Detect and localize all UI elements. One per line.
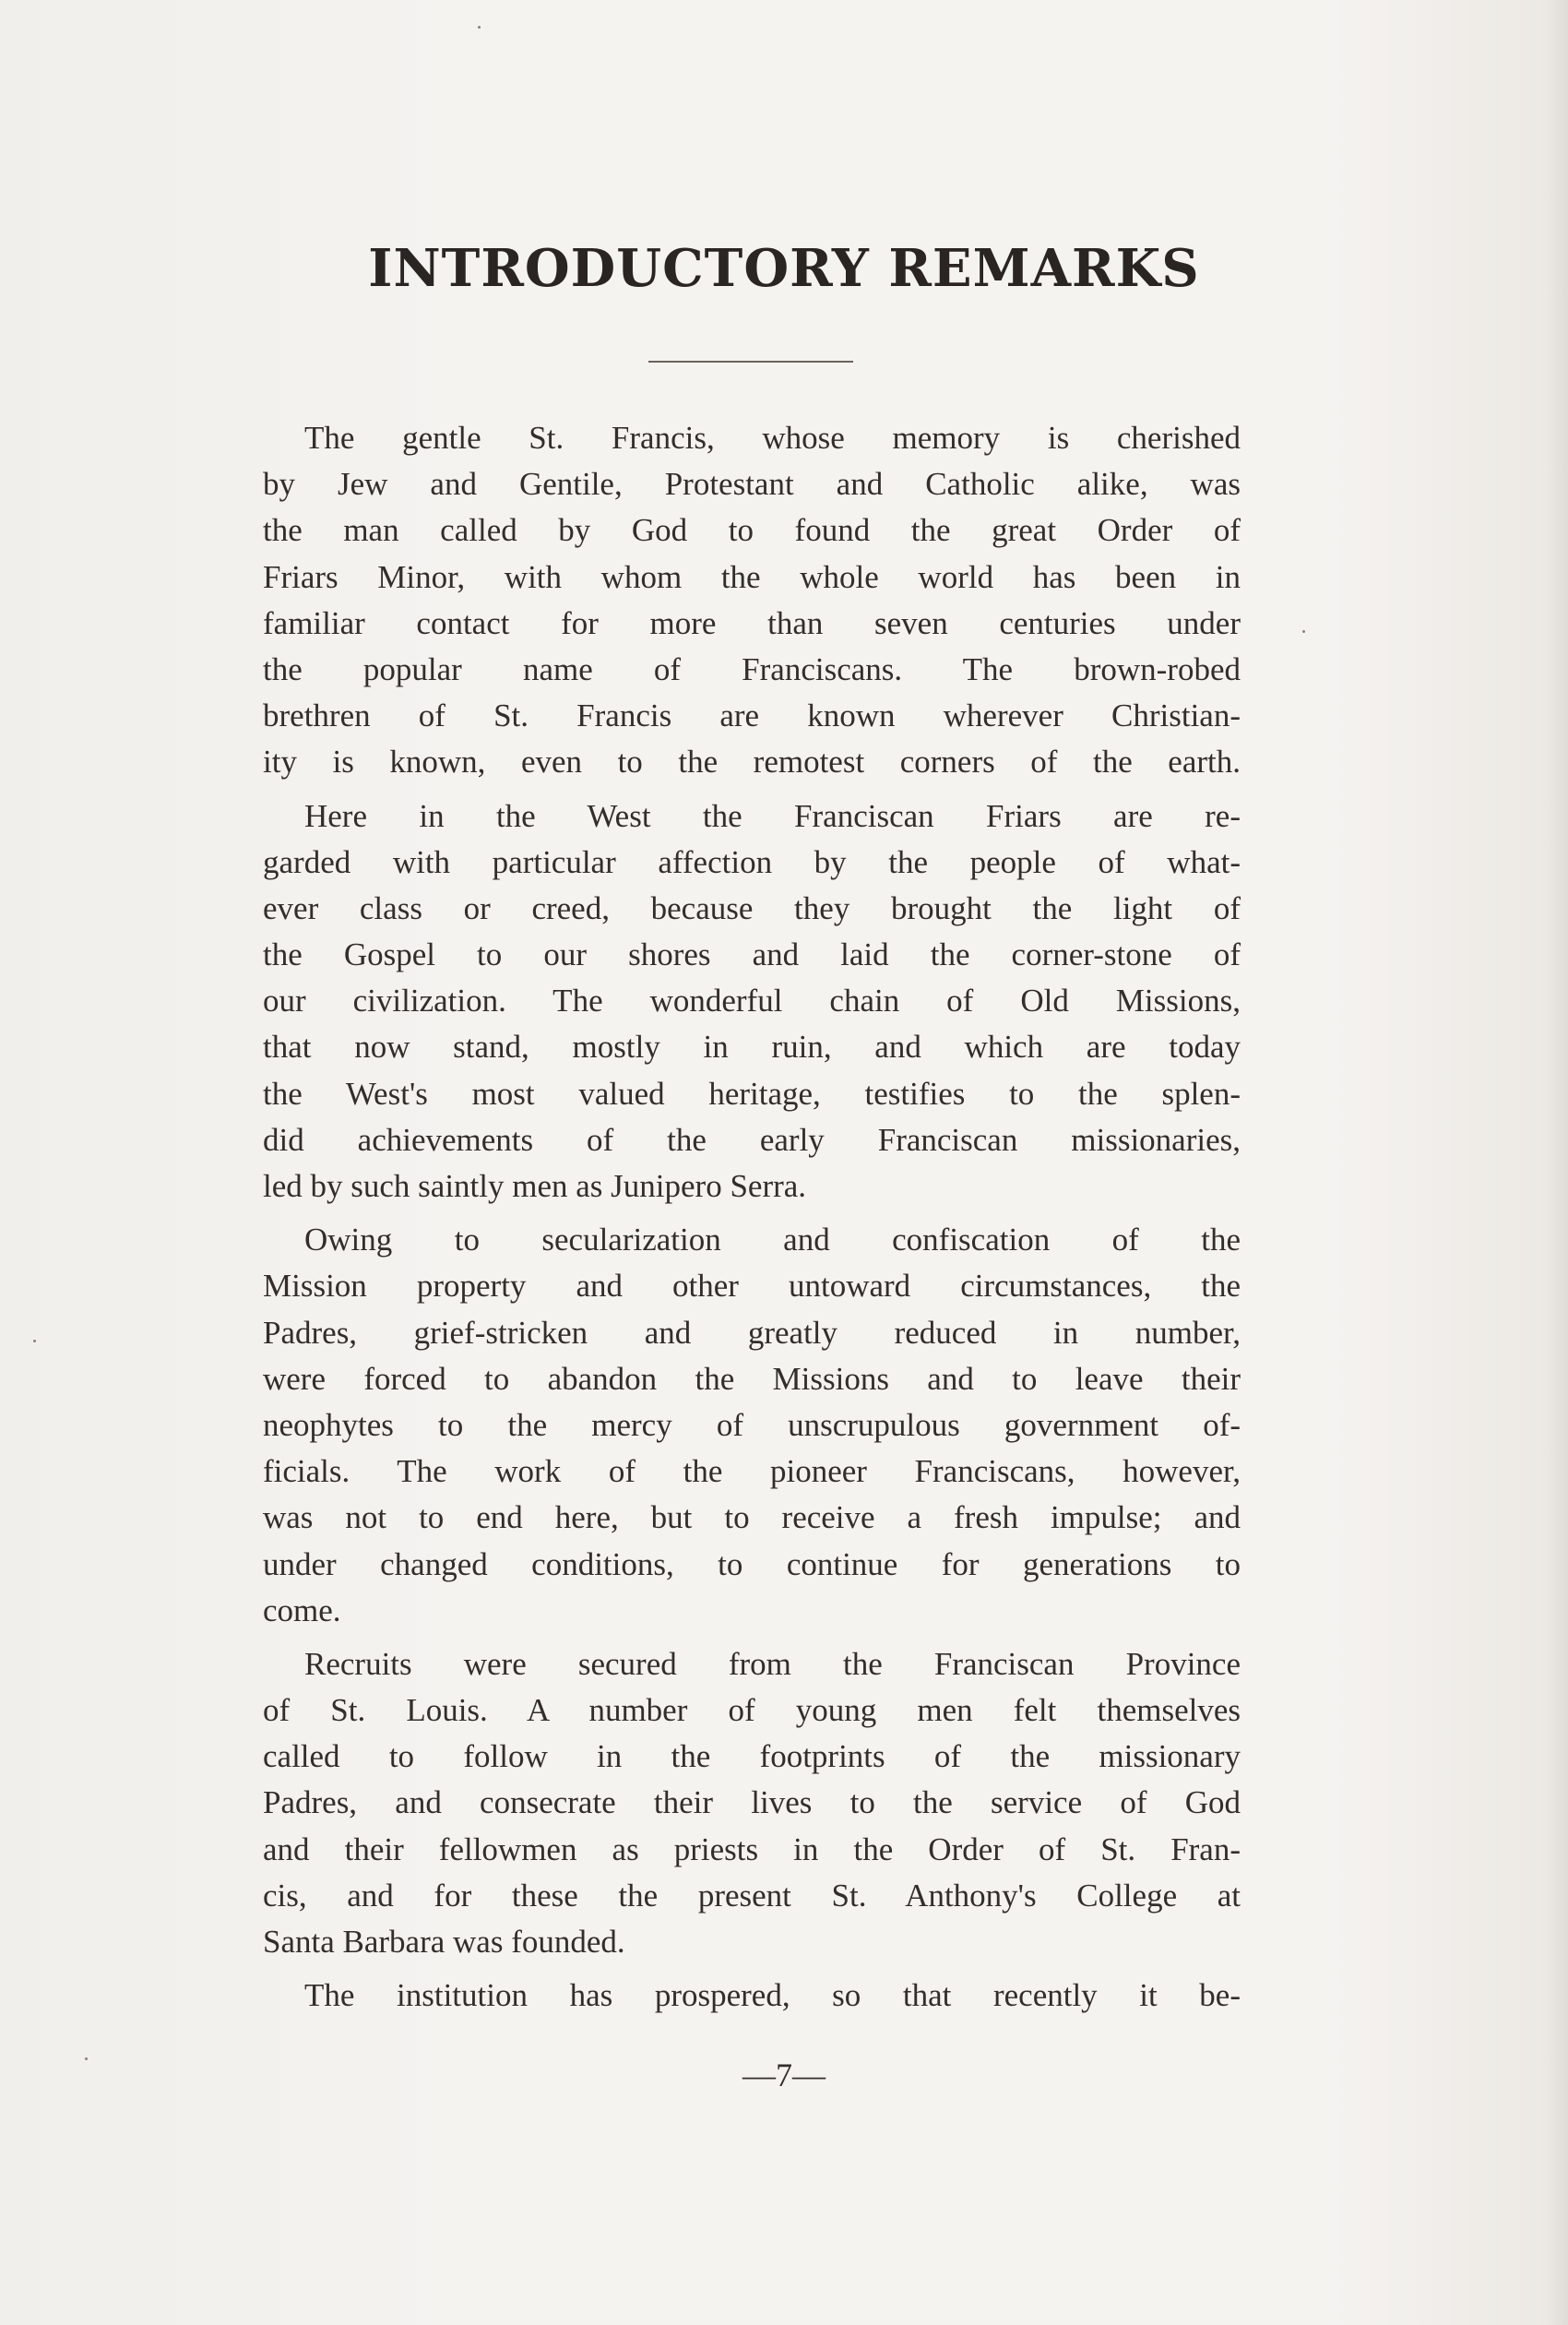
paragraph bbox=[263, 415, 1241, 786]
text-line: neophytes to the mercy of unscrupulous government of- bbox=[263, 1406, 1241, 1443]
text-line: familiar contact for more than seven centuries under bbox=[263, 604, 1241, 641]
page-edge-shadow bbox=[1546, 0, 1568, 2325]
text-line: and their fellowmen as priests in the Order of St. Fran- bbox=[263, 1830, 1241, 1867]
paper-speck bbox=[1302, 630, 1305, 633]
paper-speck bbox=[85, 2057, 88, 2060]
text-line: come. bbox=[263, 1592, 341, 1628]
text-line: The gentle St. Francis, whose memory is cherished bbox=[304, 420, 1241, 456]
paragraph bbox=[263, 1641, 1241, 1965]
paragraph bbox=[263, 1217, 1241, 1634]
paper-speck bbox=[478, 26, 481, 29]
text-line: brethren of St. Francis are known wherever Christian- bbox=[263, 698, 1241, 734]
text-line: were forced to abandon the Missions and to leave their bbox=[263, 1360, 1241, 1397]
text-line: the man called by God to found the great Order of bbox=[263, 512, 1241, 549]
text-line: called to follow in the footprints of the missionary bbox=[263, 1738, 1241, 1775]
text-line: Friars Minor, with whom the whole world has been in bbox=[263, 558, 1241, 595]
text-line: by Jew and Gentile, Protestant and Catholic alike, was bbox=[263, 466, 1241, 503]
text-line: The institution has prospered, so that recently it be- bbox=[304, 1977, 1241, 2014]
text-line: was not to end here, but to receive a fresh impulse; and bbox=[263, 1499, 1241, 1536]
paragraph bbox=[263, 1973, 1241, 2019]
text-line: led by such saintly men as Junipero Serra. bbox=[263, 1168, 807, 1204]
paragraph bbox=[263, 793, 1241, 1210]
text-line: ficials. The work of the pioneer Franciscans, however, bbox=[263, 1453, 1241, 1490]
page-number: —7— bbox=[742, 2057, 826, 2093]
text-line: Owing to secularization and confiscation of the bbox=[304, 1222, 1241, 1258]
text-line: under changed conditions, to continue for generations to bbox=[263, 1545, 1241, 1582]
title-rule bbox=[648, 361, 853, 363]
text-line: ity is known, even to the remotest corners of the earth. bbox=[263, 744, 1241, 781]
text-line: the West's most valued heritage, testifies to the splen- bbox=[263, 1075, 1241, 1112]
text-line: garded with particular affection by the people of what- bbox=[263, 843, 1241, 880]
body-text bbox=[263, 415, 1241, 2019]
text-line: of St. Louis. A number of young men felt themselves bbox=[263, 1692, 1241, 1729]
paper-speck bbox=[33, 1340, 36, 1342]
text-line: that now stand, mostly in ruin, and which are today bbox=[263, 1029, 1241, 1066]
text-line: Padres, grief-stricken and greatly reduced in number, bbox=[263, 1314, 1241, 1351]
text-line: the popular name of Franciscans. The brown-robed bbox=[263, 650, 1241, 687]
text-line: our civilization. The wonderful chain of Old Missions, bbox=[263, 983, 1241, 1019]
text-line: ever class or creed, because they brought the light of bbox=[263, 889, 1241, 926]
text-line: cis, and for these the present St. Anthony's College at bbox=[263, 1877, 1241, 1914]
page-title: INTRODUCTORY REMARKS bbox=[368, 238, 1200, 299]
text-line: Santa Barbara was founded. bbox=[263, 1924, 625, 1960]
text-line: did achievements of the early Franciscan missionaries, bbox=[263, 1121, 1241, 1158]
text-line: the Gospel to our shores and laid the corner-stone of bbox=[263, 936, 1241, 973]
text-line: Padres, and consecrate their lives to the service of God bbox=[263, 1784, 1241, 1821]
text-line: Mission property and other untoward circumstances, the bbox=[263, 1268, 1241, 1305]
text-line: Here in the West the Franciscan Friars are re- bbox=[304, 797, 1241, 834]
text-line: Recruits were secured from the Franciscan Province bbox=[304, 1645, 1241, 1682]
